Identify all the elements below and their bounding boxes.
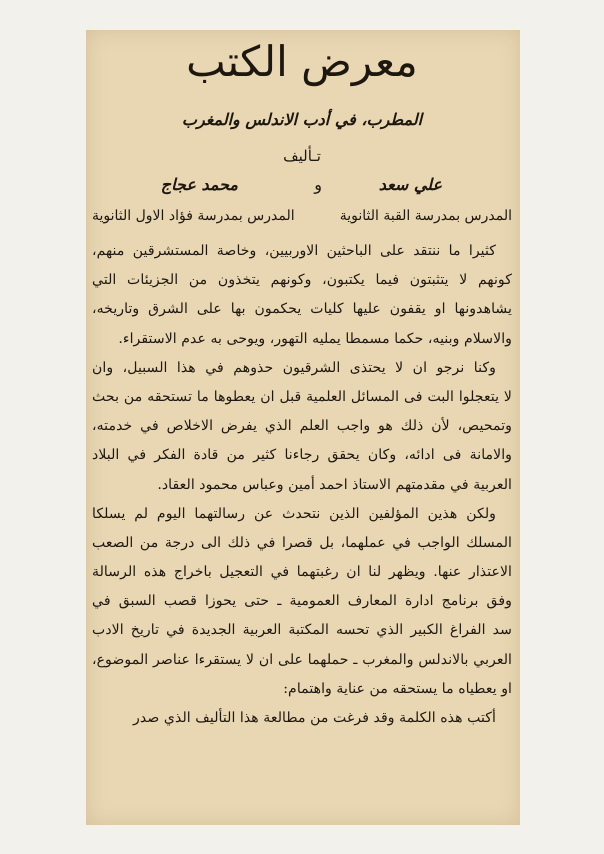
body-line: وكنا نرجو ان لا يحتذى الشرقيون حذوهم في هذا السبيل، وان	[92, 359, 496, 376]
body-line: العربي بالاندلس والمغرب ـ حملهما على ان لا يستقرءا عناصر الموضوع،	[92, 651, 512, 668]
body-line: او يعطياه ما يستحقه من عناية واهتمام:	[283, 680, 512, 697]
section-title: معرض الكتب	[186, 37, 418, 86]
affiliations-row	[92, 208, 512, 230]
body-line: المسلك الواجب في عملهما، بل قصرا في ذلك الى درجة من الصعب	[92, 534, 512, 551]
scanned-page	[86, 30, 520, 825]
body-line: والاسلام وبنيه، حكما مسمطا يمليه التهور، ويوحى به عدم الاستقراء.	[118, 330, 512, 347]
body-line: لا يتعجلوا البت فى المسائل العلمية قبل ان يعطوها ما تستحقه من بحث	[92, 388, 512, 405]
affiliation-right: المدرس بمدرسة القبة الثانوية	[339, 208, 512, 224]
body-line: العربية في مقدمتهم الاستاذ احمد أمين وعباس محمود العقاد.	[157, 476, 512, 493]
body-line: والامانة فى ادائه، وكان يحقق رجاءنا كثير من قادة الفكر في البلاد	[92, 447, 512, 464]
body-line: وفق برنامج ادارة المعارف العمومية ـ حتى يحوزا قصب السبق في	[92, 593, 512, 610]
article-body	[92, 237, 512, 733]
body-line: سد الفراغ الكبير الذي تحسه المكتبة العربية الجديدة في تاريخ الادب	[92, 622, 512, 639]
body-line: كثيرا ما ننتقد على الباحثين الاوربيين، وخاصة المستشرقين منهم،	[92, 243, 496, 259]
body-line: كونهم لا يتثبتون فيما يكتبون، وكونهم يتخذون من الجزيئات التي	[92, 272, 512, 289]
author-conjunction: و	[314, 175, 322, 194]
body-line: ولكن هذين المؤلفين الذين نتحدث عن رسالتهما اليوم لم يسلكا	[92, 505, 496, 522]
body-line: الاعتذار عنها. ويظهر لنا ان رغبتهما في التعجيل باخراج هذه الرسالة	[92, 564, 512, 581]
body-line: يشاهدونها او يقفون عليها كليات يحكمون بها على الشرق وتاريخه،	[92, 301, 512, 318]
author-right: علي سعد	[378, 175, 442, 194]
byline-label: تـأليف	[283, 147, 321, 165]
author-left: محمد عجاج	[160, 175, 238, 194]
body-line: أكتب هذه الكلمة وقد فرغت من مطالعة هذا التأليف الذي صدر	[133, 710, 496, 726]
book-title: المطرب، في أدب الاندلس والمغرب	[181, 110, 423, 129]
affiliation-left: المدرس بمدرسة فؤاد الاول الثانوية	[92, 208, 295, 224]
authors-row	[92, 175, 512, 197]
body-line: وتمحيص، لأن ذلك هو واجب العلم الذي يفرض الاخلاص في خدمته،	[92, 418, 512, 435]
